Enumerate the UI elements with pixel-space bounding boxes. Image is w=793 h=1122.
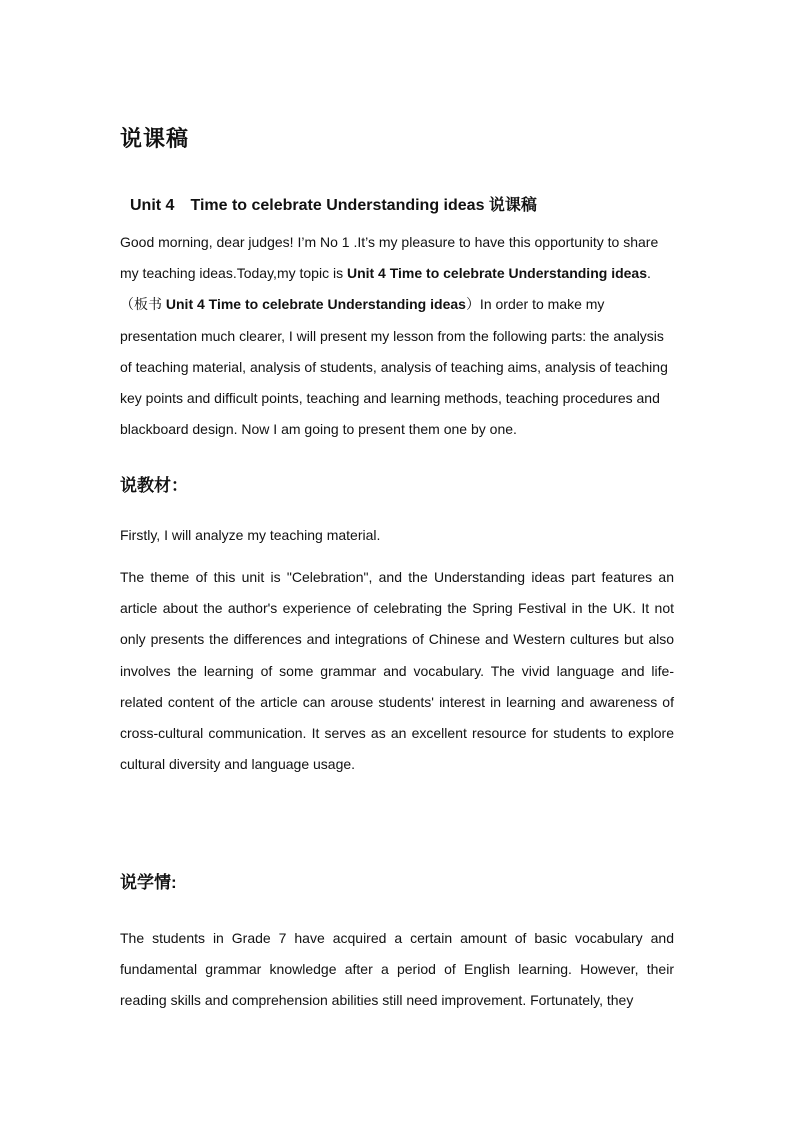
intro-board-topic: Unit 4 Time to celebrate Understanding ideas: [165, 296, 466, 313]
intro-text-3: ）In order to make my presentation much clearer, I will present my lesson from the following parts: the analysis of teaching material, analysis of students, analysis of teaching aims, analysis of teaching key points and difficult points, teaching and learning methods, teaching procedures and blackboard design. Now I am going to present them one by one.: [120, 296, 668, 438]
lesson-subtitle: [130, 194, 537, 218]
unit-number: Unit 4: [130, 197, 175, 214]
material-lead: Firstly, I will analyze my teaching material.: [120, 527, 381, 543]
document-title: 说课稿: [120, 126, 190, 151]
students-body: The students in Grade 7 have acquired a certain amount of basic vocabulary and fundamental grammar knowledge after a period of English learning. However, their reading skills and comprehension abilities still need improvement. Fortunately, they: [120, 930, 674, 1009]
lesson-title: Time to celebrate Understanding ideas 说课稿: [190, 197, 537, 214]
intro-text-2: .（板书: [120, 265, 651, 313]
students-heading: 说学情:: [120, 873, 177, 892]
intro-topic: Unit 4 Time to celebrate Understanding ideas: [346, 265, 647, 282]
material-heading: 说教材：: [120, 476, 188, 495]
intro-paragraph: [120, 227, 674, 445]
material-body: The theme of this unit is "Celebration", and the Understanding ideas part features an article about the author's experience of celebrating the Spring Festival in the UK. It not only presents the differences and integrations of Chinese and Western cultures but also involves the learning of some grammar and vocabulary. The vivid language and life-related content of the article can arouse students' interest in learning and awareness of cross-cultural communication. It serves as an excellent resource for students to explore cultural diversity and language usage.: [120, 569, 674, 773]
intro-text-1: Good morning, dear judges! I’m No 1 .It’s my pleasure to have this opportunity to share my teaching ideas.Today,my topic is: [120, 234, 659, 282]
